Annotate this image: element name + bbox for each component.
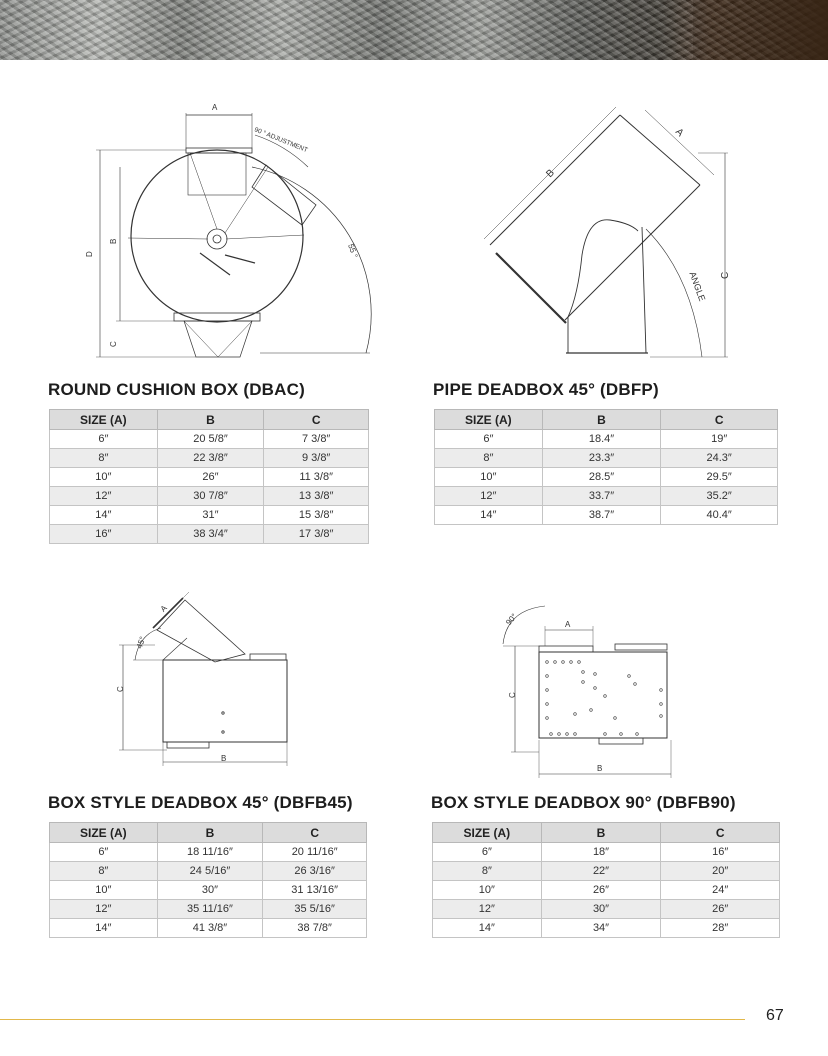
cell: 40.4″ xyxy=(661,506,778,525)
table-header-row xyxy=(50,410,369,430)
adjustment-label: 90 ° ADJUSTMENT xyxy=(253,126,309,155)
col-header-size: SIZE (A) xyxy=(433,823,542,843)
col-header-b: B xyxy=(542,410,661,430)
angle-90-label: 90° xyxy=(504,611,519,627)
dim-b-label: B xyxy=(109,238,118,244)
cell: 38.7″ xyxy=(542,506,661,525)
cell: 22 3/8″ xyxy=(157,449,264,468)
table-row xyxy=(435,506,778,525)
table-row xyxy=(435,449,778,468)
cell: 6″ xyxy=(50,430,158,449)
table-row xyxy=(50,449,369,468)
col-header-c: C xyxy=(264,410,369,430)
cell: 19″ xyxy=(661,430,778,449)
table-row xyxy=(50,900,367,919)
cell: 7 3/8″ xyxy=(264,430,369,449)
table-row xyxy=(433,862,780,881)
cell: 6″ xyxy=(50,843,158,862)
cell: 22″ xyxy=(541,862,661,881)
cell: 30 7/8″ xyxy=(157,487,264,506)
table-header-row xyxy=(50,823,367,843)
cell: 16″ xyxy=(661,843,780,862)
table-row xyxy=(50,487,369,506)
dim-c-label: C xyxy=(116,686,125,692)
table-row xyxy=(50,468,369,487)
cell: 18.4″ xyxy=(542,430,661,449)
pipe-deadbox-45-title: PIPE DEADBOX 45° (DBFP) xyxy=(433,380,659,399)
angle-55-label: 55 ° xyxy=(346,242,360,260)
cell: 41 3/8″ xyxy=(157,919,263,938)
angle-label: ANGLE xyxy=(687,270,708,303)
cell: 10″ xyxy=(50,881,158,900)
cell: 14″ xyxy=(433,919,542,938)
cell: 38 7/8″ xyxy=(263,919,367,938)
box-deadbox-90-title: BOX STYLE DEADBOX 90° (DBFB90) xyxy=(431,793,736,812)
col-header-b: B xyxy=(157,410,264,430)
header-banner-image xyxy=(0,0,828,60)
col-header-b: B xyxy=(157,823,263,843)
footer-accent-line xyxy=(0,1019,745,1020)
cell: 8″ xyxy=(50,449,158,468)
cell: 8″ xyxy=(433,862,542,881)
table-header-row xyxy=(435,410,778,430)
cell: 11 3/8″ xyxy=(264,468,369,487)
cell: 18 11/16″ xyxy=(157,843,263,862)
cell: 10″ xyxy=(433,881,542,900)
box-deadbox-90-diagram xyxy=(495,600,685,780)
cell: 30″ xyxy=(157,881,263,900)
table-row xyxy=(50,430,369,449)
box-deadbox-45-diagram xyxy=(105,590,305,770)
cell: 20″ xyxy=(661,862,780,881)
cell: 28″ xyxy=(661,919,780,938)
cell: 12″ xyxy=(50,900,158,919)
dim-b-label: B xyxy=(597,764,603,773)
cell: 6″ xyxy=(435,430,543,449)
round-cushion-box-title: ROUND CUSHION BOX (DBAC) xyxy=(48,380,305,399)
table-row xyxy=(435,487,778,506)
cell: 10″ xyxy=(50,468,158,487)
cell: 24.3″ xyxy=(661,449,778,468)
table-row xyxy=(50,881,367,900)
dim-c-label: C xyxy=(109,341,118,347)
table-row xyxy=(433,900,780,919)
table-header-row xyxy=(433,823,780,843)
cell: 9 3/8″ xyxy=(264,449,369,468)
cell: 12″ xyxy=(435,487,543,506)
cell: 16″ xyxy=(50,525,158,544)
cell: 17 3/8″ xyxy=(264,525,369,544)
pipe-deadbox-45-table xyxy=(434,409,778,525)
pipe-deadbox-45-diagram xyxy=(470,95,740,365)
table-row xyxy=(433,919,780,938)
table-row xyxy=(435,468,778,487)
cell: 15 3/8″ xyxy=(264,506,369,525)
table-row xyxy=(50,506,369,525)
cell: 14″ xyxy=(435,506,543,525)
cell: 31″ xyxy=(157,506,264,525)
cell: 28.5″ xyxy=(542,468,661,487)
col-header-c: C xyxy=(661,823,780,843)
col-header-size: SIZE (A) xyxy=(50,410,158,430)
table-row xyxy=(50,919,367,938)
cell: 14″ xyxy=(50,919,158,938)
cell: 35 5/16″ xyxy=(263,900,367,919)
col-header-c: C xyxy=(263,823,367,843)
dim-c-label: C xyxy=(508,692,517,698)
dim-a-label: A xyxy=(673,126,686,140)
table-row xyxy=(433,881,780,900)
cell: 26″ xyxy=(157,468,264,487)
cell: 14″ xyxy=(50,506,158,525)
round-cushion-box-diagram xyxy=(80,95,380,365)
cell: 20 5/8″ xyxy=(157,430,264,449)
cell: 12″ xyxy=(433,900,542,919)
cell: 18″ xyxy=(541,843,661,862)
cell: 12″ xyxy=(50,487,158,506)
cell: 38 3/4″ xyxy=(157,525,264,544)
angle-45-label: 45° xyxy=(134,635,148,650)
table-row xyxy=(435,430,778,449)
col-header-c: C xyxy=(661,410,778,430)
dim-a-label: A xyxy=(212,103,218,112)
table-row xyxy=(50,525,369,544)
cell: 24 5/16″ xyxy=(157,862,263,881)
cell: 20 11/16″ xyxy=(263,843,367,862)
dim-a-label: A xyxy=(158,603,169,614)
dim-a-label: A xyxy=(565,620,571,629)
cell: 35 11/16″ xyxy=(157,900,263,919)
cell: 31 13/16″ xyxy=(263,881,367,900)
page-number: 67 xyxy=(766,1007,784,1024)
col-header-b: B xyxy=(541,823,661,843)
table-row xyxy=(433,843,780,862)
cell: 10″ xyxy=(435,468,543,487)
cell: 29.5″ xyxy=(661,468,778,487)
cell: 24″ xyxy=(661,881,780,900)
table-row xyxy=(50,862,367,881)
dim-c-label: C xyxy=(720,271,731,279)
cell: 8″ xyxy=(435,449,543,468)
cell: 23.3″ xyxy=(542,449,661,468)
cell: 30″ xyxy=(541,900,661,919)
cell: 6″ xyxy=(433,843,542,862)
box-deadbox-90-table xyxy=(432,822,780,938)
round-cushion-box-table xyxy=(49,409,369,544)
cell: 34″ xyxy=(541,919,661,938)
table-row xyxy=(50,843,367,862)
col-header-size: SIZE (A) xyxy=(50,823,158,843)
cell: 33.7″ xyxy=(542,487,661,506)
dim-b-label: B xyxy=(544,167,557,180)
box-deadbox-45-table xyxy=(49,822,367,938)
cell: 26″ xyxy=(661,900,780,919)
cell: 26 3/16″ xyxy=(263,862,367,881)
cell: 26″ xyxy=(541,881,661,900)
cell: 8″ xyxy=(50,862,158,881)
dim-b-label: B xyxy=(221,754,227,763)
dim-d-label: D xyxy=(85,251,94,257)
cell: 13 3/8″ xyxy=(264,487,369,506)
cell: 35.2″ xyxy=(661,487,778,506)
col-header-size: SIZE (A) xyxy=(435,410,543,430)
box-deadbox-45-title: BOX STYLE DEADBOX 45° (DBFB45) xyxy=(48,793,353,812)
